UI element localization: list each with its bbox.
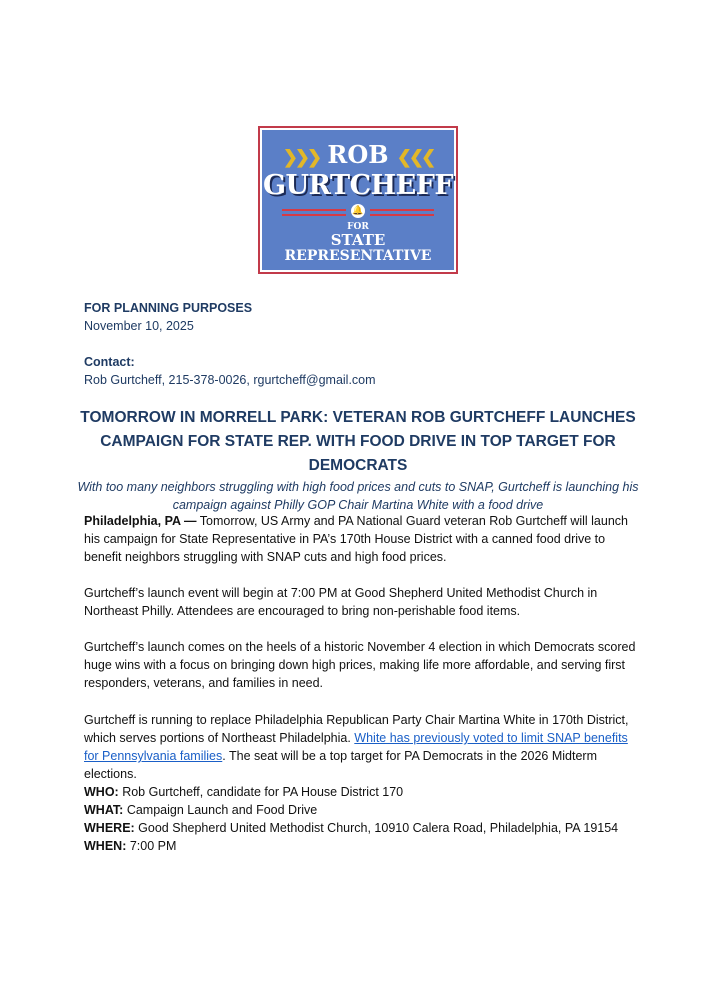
paragraph-4 (84, 711, 636, 783)
chevron-right-icon: ❯❯❯ (282, 147, 320, 168)
detail-where (84, 819, 636, 837)
logo-last-name: GURTCHEFF (262, 170, 454, 201)
subhead-line1: With too many neighbors struggling with high food prices and cuts to SNAP, Gurtcheff is launching his (77, 480, 639, 494)
logo-for: FOR (347, 222, 369, 232)
snap-vote-link[interactable]: White has previously voted to limit SNAP benefits for Pennsylvania families (84, 731, 628, 763)
p4-text-end: . The seat will be a top target for PA Democrats in the 2026 Midterm elections. (84, 749, 597, 781)
p4-text: Gurtcheff is running to replace Philadelphia Republican Party Chair Martina White in 170th District, which serves portions of Northeast Philadelphia. (84, 713, 629, 745)
detail-value: Rob Gurtcheff, candidate for PA House District 170 (118, 785, 404, 799)
detail-label: WHERE: (84, 821, 135, 835)
paragraph-2: Gurtcheff’s launch event will begin at 7:00 PM at Good Shepherd United Methodist Church in Northeast Philly. Attendees are encouraged to bring non-perishable food items. (84, 586, 598, 618)
logo-office1: STATE (330, 231, 386, 249)
planning-label: FOR PLANNING PURPOSES (84, 301, 253, 315)
detail-label: WHO: (84, 785, 119, 799)
subhead-line2: campaign against Philly GOP Chair Martina White with a food drive (172, 498, 544, 512)
detail-value: Good Shepherd United Methodist Church, 10910 Calera Road, Philadelphia, PA 19154 (134, 821, 619, 835)
liberty-bell-icon: 🔔 (352, 206, 364, 216)
detail-when (84, 837, 636, 855)
chevron-left-icon: ❮❮❮ (396, 147, 434, 168)
detail-value: 7:00 PM (126, 839, 177, 853)
headline-line1: TOMORROW IN MORRELL PARK: VETERAN ROB GURTCHEFF LAUNCHES (80, 409, 636, 426)
detail-what (84, 801, 636, 819)
paragraph-3: Gurtcheff’s launch comes on the heels of a historic November 4 election in which Democrats scored huge wins with a focus on bringing down high prices, making life more affordable, and serving first responders, veterans, and families in need. (84, 640, 636, 690)
detail-who (84, 783, 636, 801)
dateline: Philadelphia, PA — (84, 514, 197, 528)
detail-value: Campaign Launch and Food Drive (123, 803, 318, 817)
event-details (84, 783, 636, 855)
detail-label: WHEN: (84, 839, 127, 853)
paragraph-1 (84, 512, 636, 566)
p1-text: Tomorrow, US Army and PA National Guard veteran Rob Gurtcheff will launch his campaign for State Representative in PA’s 170th House District with a canned food drive to benefit neighbors struggling with SNAP cuts and high food prices. (84, 514, 628, 564)
release-date: November 10, 2025 (84, 319, 194, 333)
detail-label: WHAT: (84, 803, 124, 817)
contact-info: Rob Gurtcheff, 215-378-0026, rgurtcheff@gmail.com (84, 373, 376, 387)
headline-line2: CAMPAIGN FOR STATE REP. WITH FOOD DRIVE IN TOP TARGET FOR DEMOCRATS (100, 433, 616, 474)
logo-first-name: ROB (327, 140, 389, 169)
contact-label: Contact: (84, 355, 135, 369)
campaign-logo (258, 126, 458, 274)
headline (60, 406, 656, 514)
logo-office2: REPRESENTATIVE (284, 248, 432, 264)
